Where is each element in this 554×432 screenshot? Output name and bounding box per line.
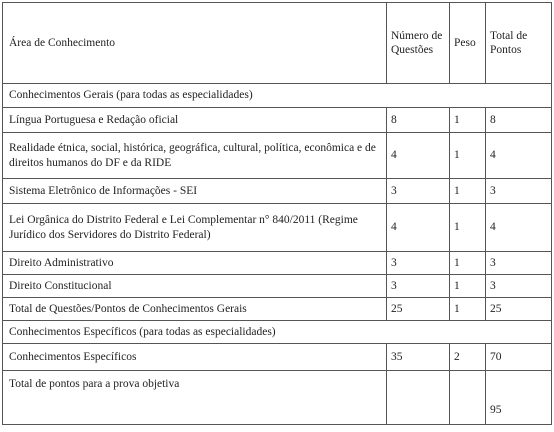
cell-peso: 1 bbox=[450, 298, 486, 321]
cell-area: Direito Constitucional bbox=[3, 275, 387, 298]
cell-total: 3 bbox=[486, 252, 552, 275]
total-row-gerais bbox=[3, 298, 552, 321]
cell-questoes: 8 bbox=[387, 108, 450, 133]
cell-total: 25 bbox=[486, 298, 552, 321]
cell-peso: 1 bbox=[450, 133, 486, 179]
cell-total: 95 bbox=[486, 371, 552, 425]
header-total: Total de Pontos bbox=[486, 3, 552, 84]
table-row bbox=[3, 204, 552, 252]
header-peso: Peso bbox=[450, 3, 486, 84]
cell-area: Total de Questões/Pontos de Conhecimentos Gerais bbox=[3, 298, 387, 321]
cell-total: 3 bbox=[486, 275, 552, 298]
cell-area: Total de pontos para a prova objetiva bbox=[3, 371, 387, 425]
cell-questoes: 3 bbox=[387, 179, 450, 204]
cell-area: Conhecimentos Específicos bbox=[3, 344, 387, 371]
section-label-gerais: Conhecimentos Gerais (para todas as especialidades) bbox=[3, 84, 552, 108]
section-label-especificos: Conhecimentos Específicos (para todas as especialidades) bbox=[3, 321, 552, 344]
cell-peso: 1 bbox=[450, 252, 486, 275]
cell-total: 3 bbox=[486, 179, 552, 204]
cell-total: 8 bbox=[486, 108, 552, 133]
cell-total: 4 bbox=[486, 133, 552, 179]
total-row-prova bbox=[3, 371, 552, 425]
cell-questoes: 4 bbox=[387, 204, 450, 252]
cell-peso-empty bbox=[450, 371, 486, 425]
header-area: Área de Conhecimento bbox=[3, 3, 387, 84]
section-row-especificos bbox=[3, 321, 552, 344]
cell-questoes-empty bbox=[387, 371, 450, 425]
table-row bbox=[3, 179, 552, 204]
cell-area: Língua Portuguesa e Redação oficial bbox=[3, 108, 387, 133]
cell-area: Realidade étnica, social, histórica, geográfica, cultural, política, econômica e de direitos humanos do DF e da RIDE bbox=[3, 133, 387, 179]
cell-total: 4 bbox=[486, 204, 552, 252]
cell-total: 70 bbox=[486, 344, 552, 371]
cell-peso: 1 bbox=[450, 108, 486, 133]
document-page bbox=[2, 2, 551, 425]
cell-questoes: 3 bbox=[387, 275, 450, 298]
cell-questoes: 25 bbox=[387, 298, 450, 321]
cell-area: Sistema Eletrônico de Informações - SEI bbox=[3, 179, 387, 204]
cell-peso: 2 bbox=[450, 344, 486, 371]
table-row bbox=[3, 344, 552, 371]
cell-peso: 1 bbox=[450, 204, 486, 252]
cell-area: Lei Orgânica do Distrito Federal e Lei Complementar n° 840/2011 (Regime Jurídico dos Servidores do Distrito Federal) bbox=[3, 204, 387, 252]
section-row-gerais bbox=[3, 84, 552, 108]
cell-peso: 1 bbox=[450, 179, 486, 204]
cell-area: Direito Administrativo bbox=[3, 252, 387, 275]
table-row bbox=[3, 108, 552, 133]
cell-peso: 1 bbox=[450, 275, 486, 298]
table-row bbox=[3, 133, 552, 179]
table-row bbox=[3, 252, 552, 275]
header-questoes: Número de Questões bbox=[387, 3, 450, 84]
cell-questoes: 3 bbox=[387, 252, 450, 275]
cell-questoes: 35 bbox=[387, 344, 450, 371]
cell-questoes: 4 bbox=[387, 133, 450, 179]
table-row bbox=[3, 275, 552, 298]
table-header-row bbox=[3, 3, 552, 84]
scoring-table bbox=[2, 2, 552, 425]
